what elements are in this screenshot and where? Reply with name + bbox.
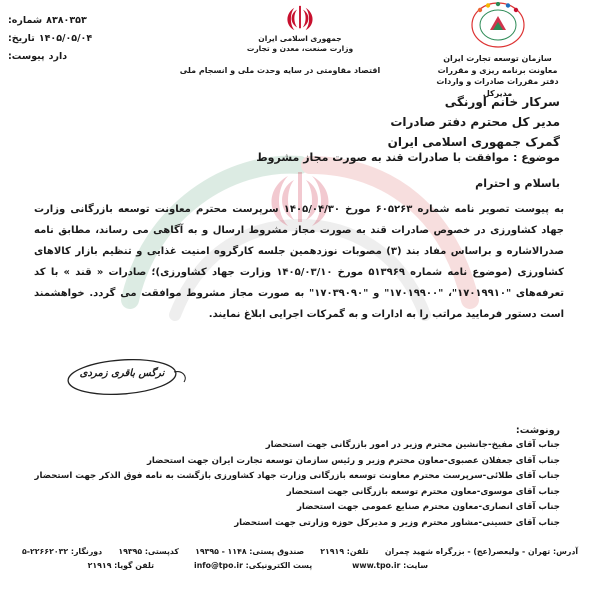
footer-website[interactable]: سایت: www.tpo.ir — [352, 561, 428, 570]
cc-item: جناب آقای جعفلان عصبوی-معاون محترم وزیر و رئیس سازمان توسعه تجارت ایران جهت استحضار — [146, 455, 560, 466]
ministry-header — [230, 4, 370, 54]
addressee-title: مدیر کل محترم دفتر صادرات — [390, 115, 560, 129]
cc-item: جناب آقای حسینی-مشاور محترم وزیر و مدیرکل حوزه وزارتی جهت استحضار — [234, 517, 560, 528]
footer-postal-code: کدپستی: ۱۹۳۹۵ — [118, 547, 179, 556]
slogan: اقتصاد مقاومتی در سایه وحدت ملی و انسجام ملی — [179, 66, 381, 75]
date-row — [8, 30, 118, 48]
addressee — [200, 92, 560, 152]
footer-call-center: تلفن گویا: ۲۱۹۱۹ — [87, 561, 155, 570]
cc-list — [20, 425, 560, 531]
organization-header — [405, 2, 590, 99]
number-label: شماره: — [8, 15, 43, 26]
org-department-2: دفتر مقررات صادرات و واردات — [436, 77, 559, 86]
letter-body: به پیوست تصویر نامه شماره ۶۰۵۲۶۳ مورخ ۱۴۰۵/۰۴/۳۰ سرپرست محترم معاونت توسعه بازرگانی وزارت جهاد کشاورزی در خصوص صادرات قند به صورت مجاز مشروط ارسال و به آگاهی می رساند، مطابق نامه صدرالاشاره و براساس مفاد بند (۳) مصوبات نوزدهمین جلسه کارگروه امنیت غذایی و تنظیم بازار کالاهای کشاورزی (موضوع نامه شماره ۵۱۳۹۶۹ مورخ ۱۴۰۵/۰۳/۱۰ وزارت جهاد کشاورزی)؛ صادرات « قند » با کد تعرفه‌های "۱۷۰۱۹۹۱۰"، "۱۷۰۱۹۹۰۰" و "۱۷۰۳۹۰۹۰" به صورت مجاز مشروط موافقت می گردد. خواهشمند است دستور فرمایید مراتب را به ادارات و به گمرکات اجرایی ابلاغ نمایند. — [34, 204, 565, 320]
subject-line: موضوع : موافقت با صادرات قند به صورت مجاز مشروط — [256, 151, 560, 164]
footer-email[interactable]: پست الکترونیکی: info@tpo.ir — [194, 561, 313, 570]
ministry-name: وزارت صنعت، معدن و تجارت — [246, 44, 354, 53]
signatory-name: نرگس باقری زمردی — [79, 368, 165, 379]
cc-item: جناب آقای انصاری-معاون محترم صنایع عمومی جهت استحضار — [296, 502, 560, 512]
footer-phone: تلفن: ۲۱۹۱۹ — [320, 547, 369, 556]
date-label: تاریخ: — [8, 33, 35, 44]
addressee-organization: گمرک جمهوری اسلامی ایران — [387, 135, 560, 149]
footer-address: آدرس: تهران - ولیعصر(عج) - بزرگراه شهید چمران — [384, 547, 578, 556]
footer-fax: دورنگار: ۲۲۶۶۲۰۳۲-۵ — [22, 547, 103, 556]
cc-title: رونوشت: — [515, 425, 560, 436]
country-name: جمهوری اسلامی ایران — [258, 34, 342, 43]
attachment-value: دارد — [48, 51, 68, 62]
number-row — [8, 12, 118, 30]
signature — [62, 352, 192, 402]
letter-number: ۸۳۸۰۳۵۳ — [46, 15, 87, 26]
attachment-row — [8, 48, 118, 66]
org-department-1: معاونت برنامه ریزی و مقررات — [437, 65, 558, 75]
letter-meta — [8, 12, 118, 66]
logo-ring-text — [466, 2, 468, 3]
cc-item: جناب آقای مفیخ-جانشین محترم وزیر در امور بازرگانی جهت استحضار — [265, 440, 560, 450]
letter-date: ۱۴۰۵/۰۵/۰۴ — [38, 33, 93, 44]
svg-text:Trade Promotion Organization o — [466, 2, 468, 3]
salutation: باسلام و احترام — [475, 177, 560, 190]
org-name: سازمان توسعه تجارت ایران — [443, 54, 552, 63]
cc-item: جناب آقای موسوی-معاون محترم توسعه بازرگانی جهت استحضار — [286, 486, 560, 497]
addressee-name: سرکار خانم اورنگی — [444, 95, 560, 109]
iran-emblem-icon — [285, 4, 315, 32]
letter-footer — [22, 545, 578, 573]
tpo-logo-icon — [466, 2, 530, 48]
cc-item: جناب آقای طلائی-سرپرست محترم معاونت توسعه بازرگانی وزارت جهاد کشاورزی بازگشت به نامه فوق الذکر جهت استحضار — [34, 471, 560, 481]
footer-po-box: صندوق پستی: ۱۱۴۸ - ۱۹۳۹۵ — [195, 547, 305, 556]
attachment-label: پیوست: — [8, 51, 45, 62]
org-department-3: مدیرکل — [482, 88, 513, 98]
